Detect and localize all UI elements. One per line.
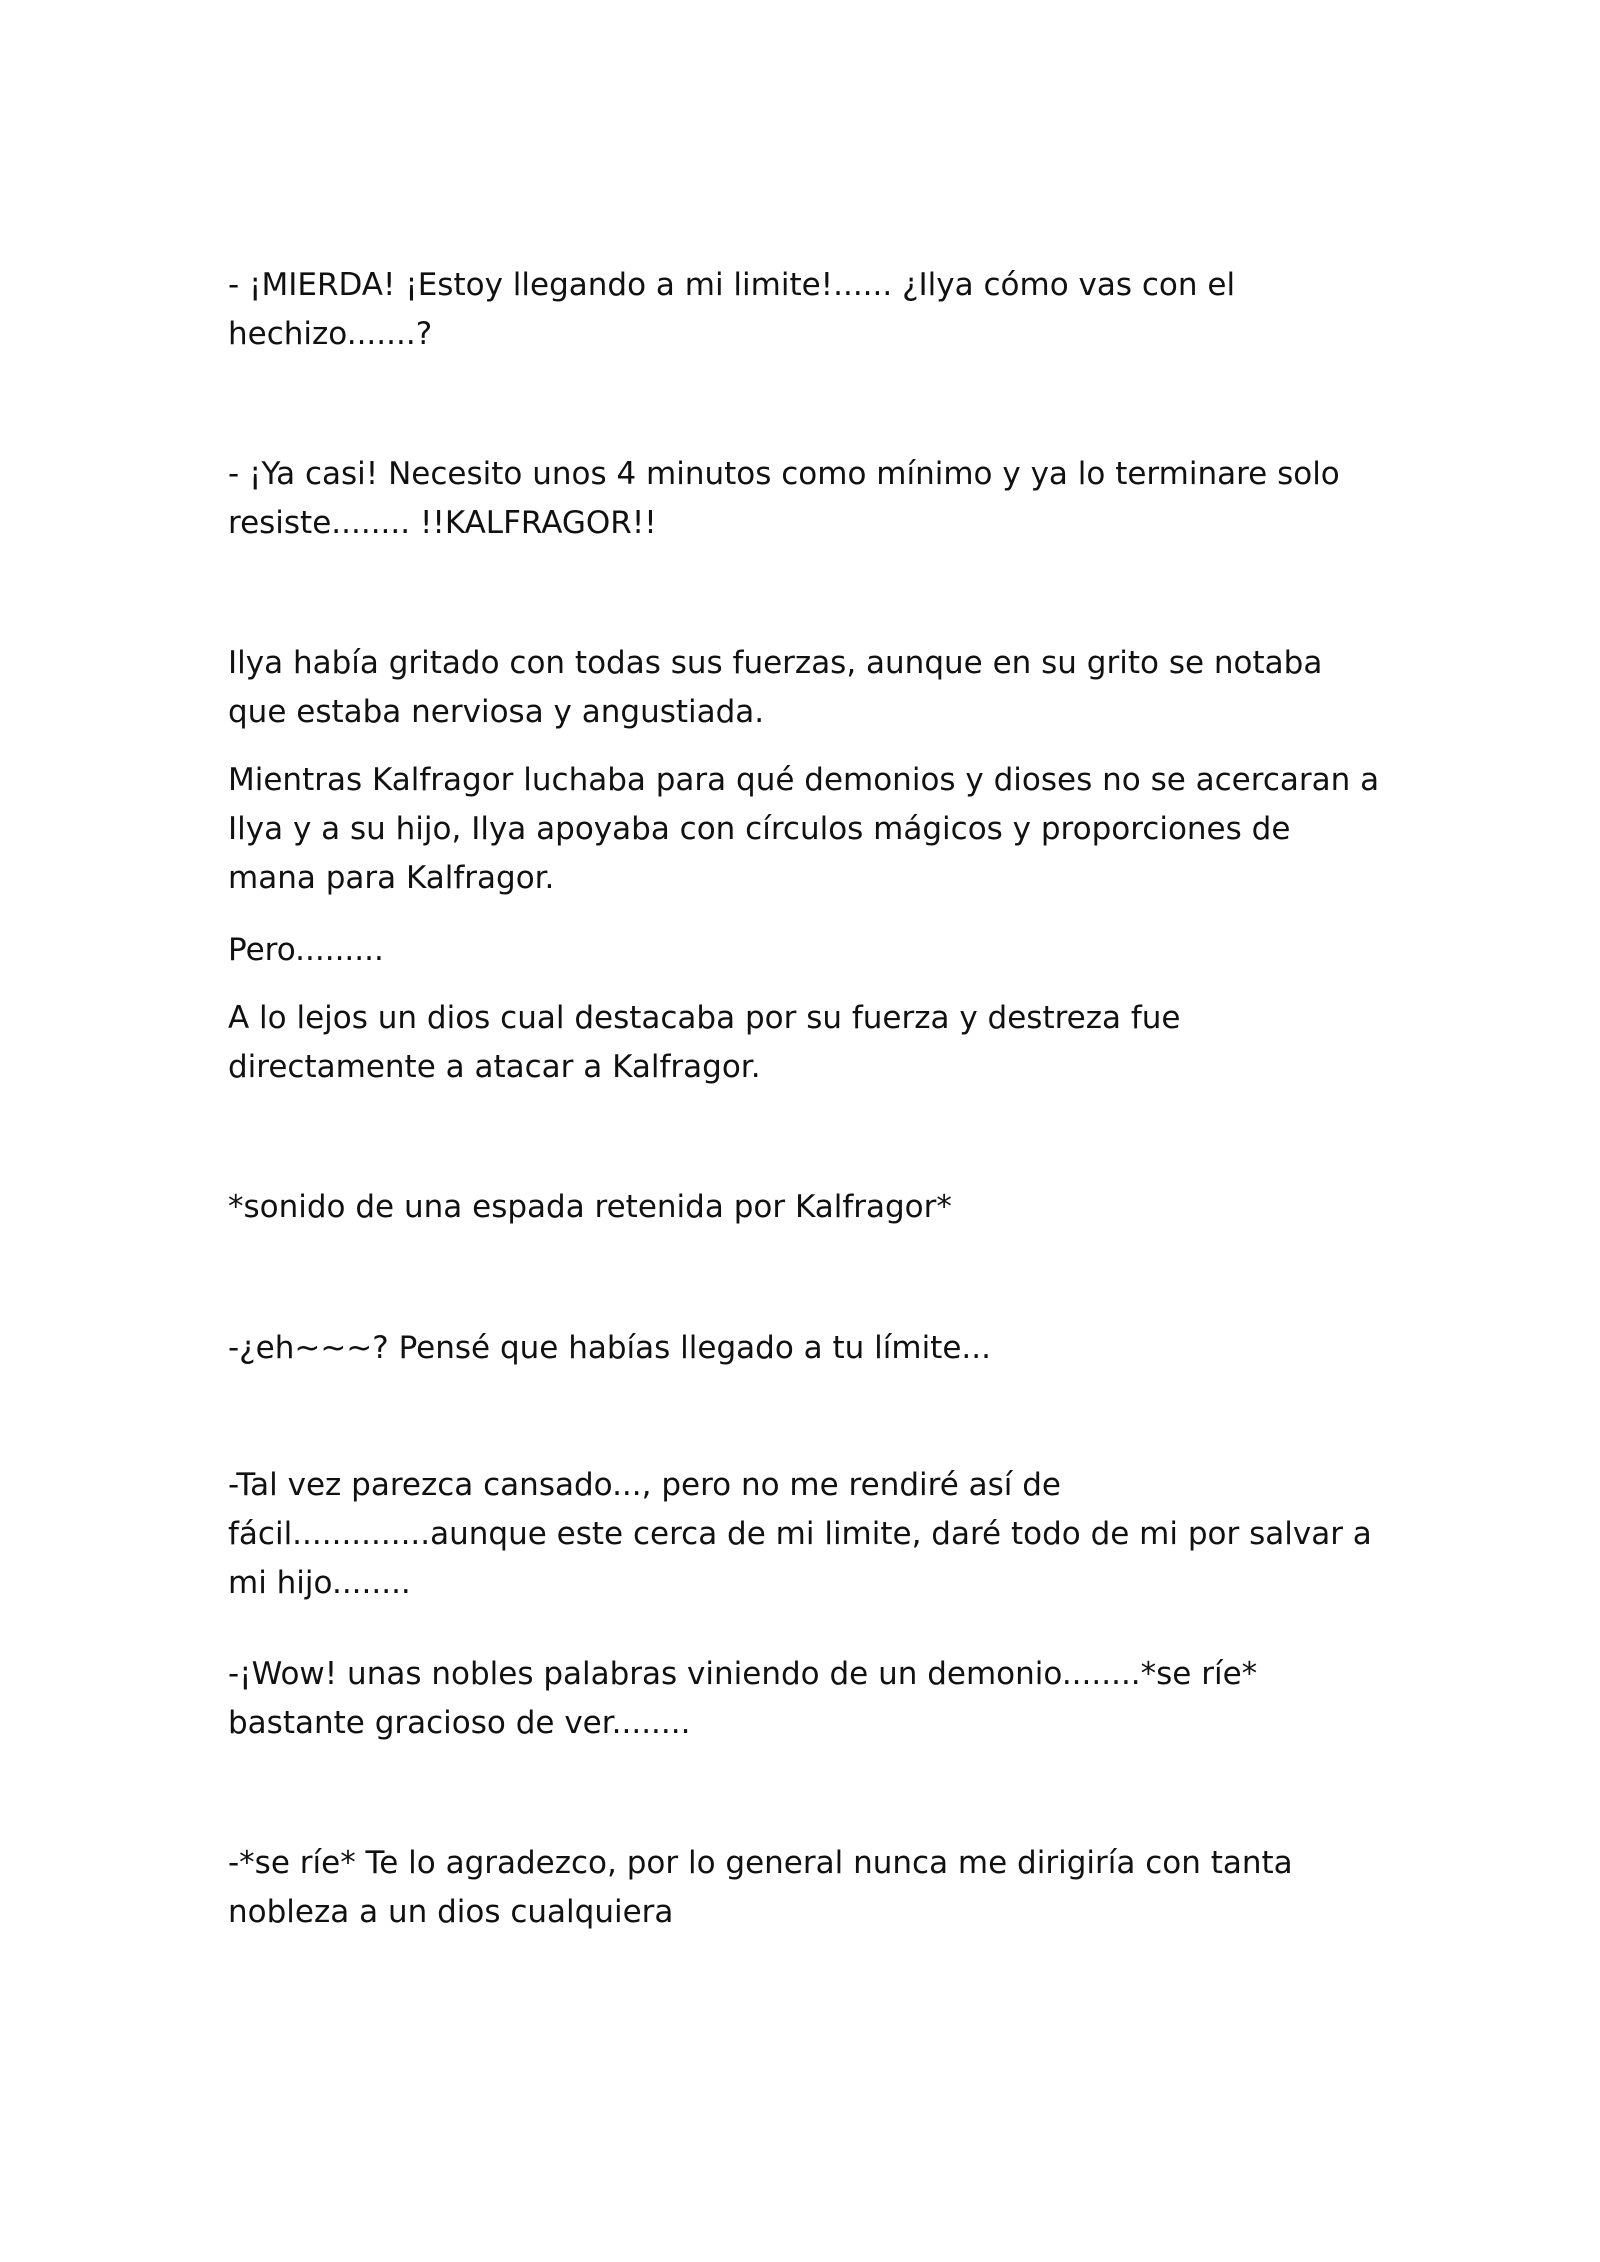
dialogue-line: - ¡Ya casi! Necesito unos 4 minutos como mínimo y ya lo terminare solo resiste........ !!KALFRAGOR!! xyxy=(228,456,1340,541)
dialogue-line: -¿eh~~~? Pensé que habías llegado a tu límite... xyxy=(228,1330,991,1366)
dialogue-line: -Tal vez parezca cansado..., pero no me rendiré así de fácil..............aunque este cerca de mi limite, daré todo de mi por salvar a mi hijo........ xyxy=(228,1467,1372,1601)
dialogue-line: - ¡MIERDA! ¡Estoy llegando a mi limite!...... ¿Ilya cómo vas con el hechizo.......? xyxy=(228,267,1236,352)
sound-effect-line: *sonido de una espada retenida por Kalfragor* xyxy=(228,1189,952,1225)
dialogue-line: -¡Wow! unas nobles palabras viniendo de un demonio........*se ríe* bastante gracioso de ver........ xyxy=(228,1656,1258,1741)
narration-paragraph: Mientras Kalfragor luchaba para qué demonios y dioses no se acercaran a Ilya y a su hijo, Ilya apoyaba con círculos mágicos y proporciones de mana para Kalfragor. xyxy=(228,762,1380,896)
dialogue-line: -*se ríe* Te lo agradezco, por lo general nunca me dirigiría con tanta nobleza a un dios cualquiera xyxy=(228,1845,1293,1930)
narration-paragraph: A lo lejos un dios cual destacaba por su fuerza y destreza fue directamente a atacar a Kalfragor. xyxy=(228,1000,1181,1085)
narration-paragraph: Pero......... xyxy=(228,932,384,968)
narration-paragraph: Ilya había gritado con todas sus fuerzas, aunque en su grito se notaba que estaba nerviosa y angustiada. xyxy=(228,645,1323,730)
